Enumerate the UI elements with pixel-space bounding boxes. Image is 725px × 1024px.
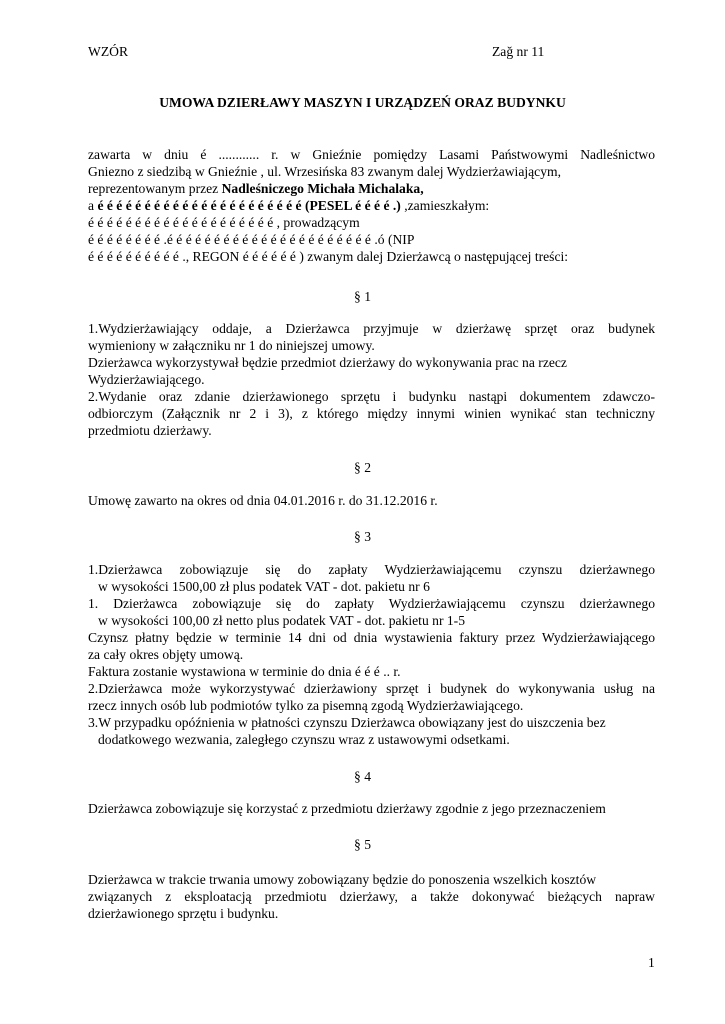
section-5-body	[88, 872, 655, 923]
page-number: 1	[648, 955, 655, 970]
section-heading-1: § 1	[354, 289, 371, 304]
party-suffix: ,zamieszkałym:	[400, 197, 490, 213]
section-line: 1.Dzierżawca zobowiązuje się do zapłaty Wydzierżawiającemu czynszu dzierżawnego	[88, 562, 655, 577]
section-line: 2.Dzierżawca może wykorzystywać dzierżawiony sprzęt i budynek do wykonywania usług na	[88, 680, 655, 696]
section-3-body	[88, 562, 655, 749]
section-heading-4: § 4	[354, 769, 371, 784]
section-2-body	[88, 493, 655, 510]
section-line: Wydzierżawiającego.	[88, 371, 205, 387]
section-line: Faktura zostanie wystawiona w terminie do dnia é é é .. r.	[88, 663, 401, 679]
section-line: przedmiotu dzierżawy.	[88, 422, 212, 438]
intro-line: zawarta w dniu é ............ r. w Gnieźnie pomiędzy Lasami Państwowymi Nadleśnictwo	[88, 147, 655, 162]
intro-paragraph	[88, 147, 655, 266]
attachment-number: Zağ nr 11	[492, 44, 545, 59]
section-line: 3.W przypadku opóźnienia w płatności czynszu Dzierżawca obowiązany jest do uiszczenia bez	[88, 714, 606, 730]
section-4-body	[88, 801, 655, 818]
section-line: 1. Dzierżawca zobowiązuje się do zapłaty Wydzierżawiającemu czynszu dzierżawnego	[88, 595, 655, 611]
intro-line	[88, 181, 655, 198]
intro-line	[88, 198, 655, 215]
section-line: Dzierżawca wykorzystywał będzie przedmiot dzierżawy do wykonywania prac na rzecz	[88, 354, 567, 370]
section-line: Czynsz płatny będzie w terminie 14 dni od dnia wystawienia faktury przez Wydzierżawiającego	[88, 629, 655, 645]
section-line: w wysokości 100,00 zł netto plus podatek VAT - dot. pakietu nr 1-5	[98, 612, 465, 628]
intro-line: é é é é é é é é é é ., REGON é é é é é é ) zwanym dalej Dzierżawcą o następującej treści:	[88, 248, 569, 264]
document-title: UMOWA DZIERŁAWY MASZYN I URZĄDZEŃ ORAZ BUDYNKU	[159, 95, 566, 110]
section-line: w wysokości 1500,00 zł plus podatek VAT - dot. pakietu nr 6	[98, 578, 430, 594]
intro-line: é é é é é é é é é é é é é é é é é é é é , prowadzącym	[88, 214, 360, 230]
section-line: rzecz innych osób lub podmiotów tylko za pisemną zgodą Wydzierżawiającego.	[88, 697, 524, 713]
intro-line: Gniezno z siedzibą w Gnieźnie , ul. Wrzesińska 83 zwanym dalej Wydzierżawiającym,	[88, 163, 561, 179]
section-heading-3: § 3	[354, 529, 371, 544]
section-line: wymieniony w załączniku nr 1 do niniejszej umowy.	[88, 337, 375, 353]
section-line: 1.Wydzierżawiający oddaje, a Dzierżawca przyjmuje w dzierżawę sprzęt oraz budynek	[88, 321, 655, 336]
section-line: dodatkowego wezwania, zaległego czynszu wraz z ustawowymi odsetkami.	[98, 731, 510, 747]
section-heading-2: § 2	[354, 460, 371, 475]
template-label: WZÓR	[88, 44, 129, 59]
representative-prefix: reprezentowanym przez	[88, 180, 222, 196]
section-heading-5: § 5	[354, 837, 371, 852]
section-line: Dzierżawca w trakcie trwania umowy zobowiązany będzie do ponoszenia wszelkich kosztów	[88, 872, 597, 887]
party-name-placeholder: é é é é é é é é é é é é é é é é é é é é é é (PESEL é é é é .)	[97, 197, 401, 213]
section-line: 2.Wydanie oraz zdanie dzierżawionego sprzętu i budynku nastąpi dokumentem zdawczo-	[88, 388, 655, 404]
section-line: za cały okres objęty umową.	[88, 646, 244, 662]
section-line: dzierżawionego sprzętu i budynku.	[88, 905, 279, 921]
section-line: Umowę zawarto na okres od dnia 04.01.2016 r. do 31.12.2016 r.	[88, 493, 438, 508]
section-1-body	[88, 321, 655, 440]
intro-line: é é é é é é é é .é é é é é é é é é é é é é é é é é é é é é é .ó (NIP	[88, 231, 415, 247]
party-prefix: a	[88, 197, 98, 213]
section-line: Dzierżawca zobowiązuje się korzystać z przedmiotu dzierżawy zgodnie z jego przeznaczeniem	[88, 801, 606, 816]
section-line: związanych z eksploatacją przedmiotu dzierżawy, a także dokonywać bieżących napraw	[88, 888, 655, 904]
section-line: odbiorczym (Załącznik nr 2 i 3), z którego między innymi winien wynikać stan techniczny	[88, 405, 655, 421]
representative-name: Nadleśniczego Michała Michalaka,	[221, 180, 424, 196]
